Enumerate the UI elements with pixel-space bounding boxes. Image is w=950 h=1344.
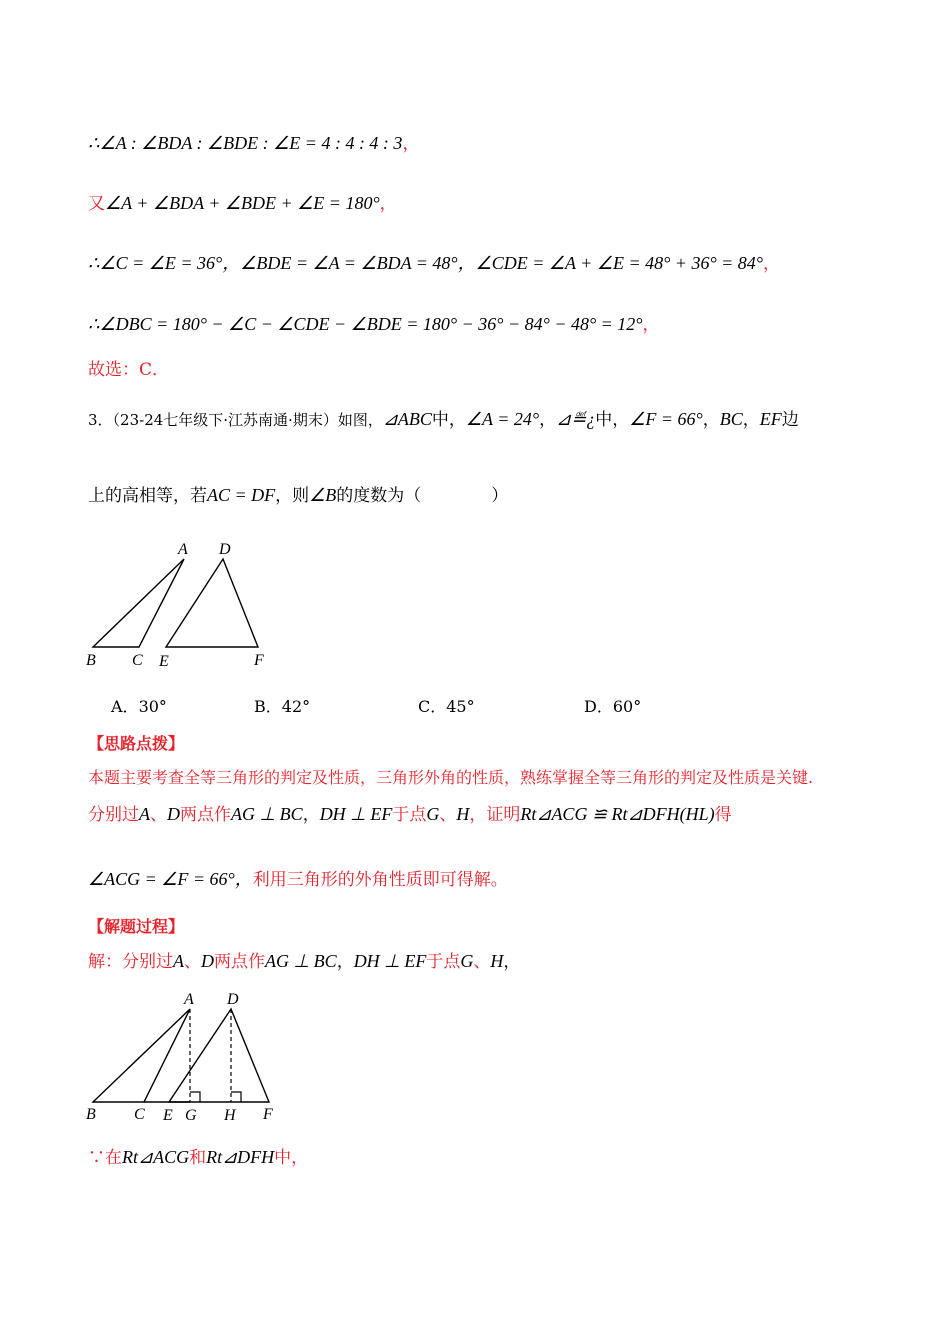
label-f: F [254, 652, 264, 669]
label-c: C [134, 1106, 145, 1123]
label-a: A [178, 541, 188, 558]
hint-text-1: 本题主要考查全等三角形的判定及性质，三角形外角的性质，熟练掌握全等三角形的判定及性质是关键. [88, 768, 814, 787]
label-h: H [224, 1107, 236, 1124]
solution-figure [80, 985, 290, 1125]
solution-heading: 【解题过程】 [88, 917, 185, 936]
option-b[interactable]: B．42° [254, 697, 311, 716]
prev-solution-line-2: 又∠A + ∠BDA + ∠BDE + ∠E = 180°， [88, 193, 397, 214]
question-line-1: 3．（23-24七年级下·江苏南通·期末）如图，⊿ABC中，∠A = 24°，⊿≝¿中，∠F = 66°，BC，EF边 [88, 409, 799, 430]
prev-solution-line-1: ∴∠A : ∠BDA : ∠BDE : ∠E = 4 : 4 : 4 : 3， [88, 133, 420, 154]
label-d: D [219, 541, 231, 558]
prev-answer: 故选：C． [88, 360, 170, 380]
prev-solution-line-3: ∴∠C = ∠E = 36°，∠BDE = ∠A = ∠BDA = 48°，∠CDE = ∠A + ∠E = 48° + 36° = 84°， [88, 253, 780, 274]
label-f: F [263, 1106, 273, 1123]
prev-solution-line-4: ∴∠DBC = 180° − ∠C − ∠CDE − ∠BDE = 180° − 36° − 84° − 48° = 12°， [88, 314, 660, 335]
option-d[interactable]: D．60° [584, 697, 642, 716]
triangle-abc-solution [93, 1009, 190, 1102]
hint-heading: 【思路点拨】 [88, 734, 185, 753]
option-a[interactable]: A．30° [111, 697, 167, 716]
hint-text-2: 分别过A、D两点作AG ⊥ BC，DH ⊥ EF于点G、H，证明Rt⊿ACG ≌ Rt⊿DFH(HL)得 [88, 804, 732, 825]
triangle-def-solution [169, 1009, 269, 1102]
hint-text-3: ∠ACG = ∠F = 66°，利用三角形的外角性质即可得解。 [88, 869, 508, 890]
label-d: D [227, 991, 239, 1008]
label-c: C [132, 652, 143, 669]
label-b: B [86, 1106, 96, 1123]
label-e: E [159, 653, 169, 670]
label-e: E [163, 1107, 173, 1124]
triangle-def [166, 559, 258, 647]
question-line-2: 上的高相等，若AC = DF，则∠B的度数为（ ） [88, 485, 509, 506]
solution-line-1: 解：分别过A、D两点作AG ⊥ BC，DH ⊥ EF于点G、H， [88, 951, 521, 972]
right-angle-g [190, 1092, 200, 1102]
solution-line-2: ∵在Rt⊿ACG和Rt⊿DFH中， [88, 1147, 309, 1168]
right-angle-h [231, 1092, 241, 1102]
question-figure [80, 535, 280, 675]
label-g: G [185, 1107, 197, 1124]
option-c[interactable]: C．45° [418, 697, 475, 716]
label-b: B [86, 652, 96, 669]
triangle-abc [93, 559, 184, 647]
label-a: A [184, 991, 194, 1008]
